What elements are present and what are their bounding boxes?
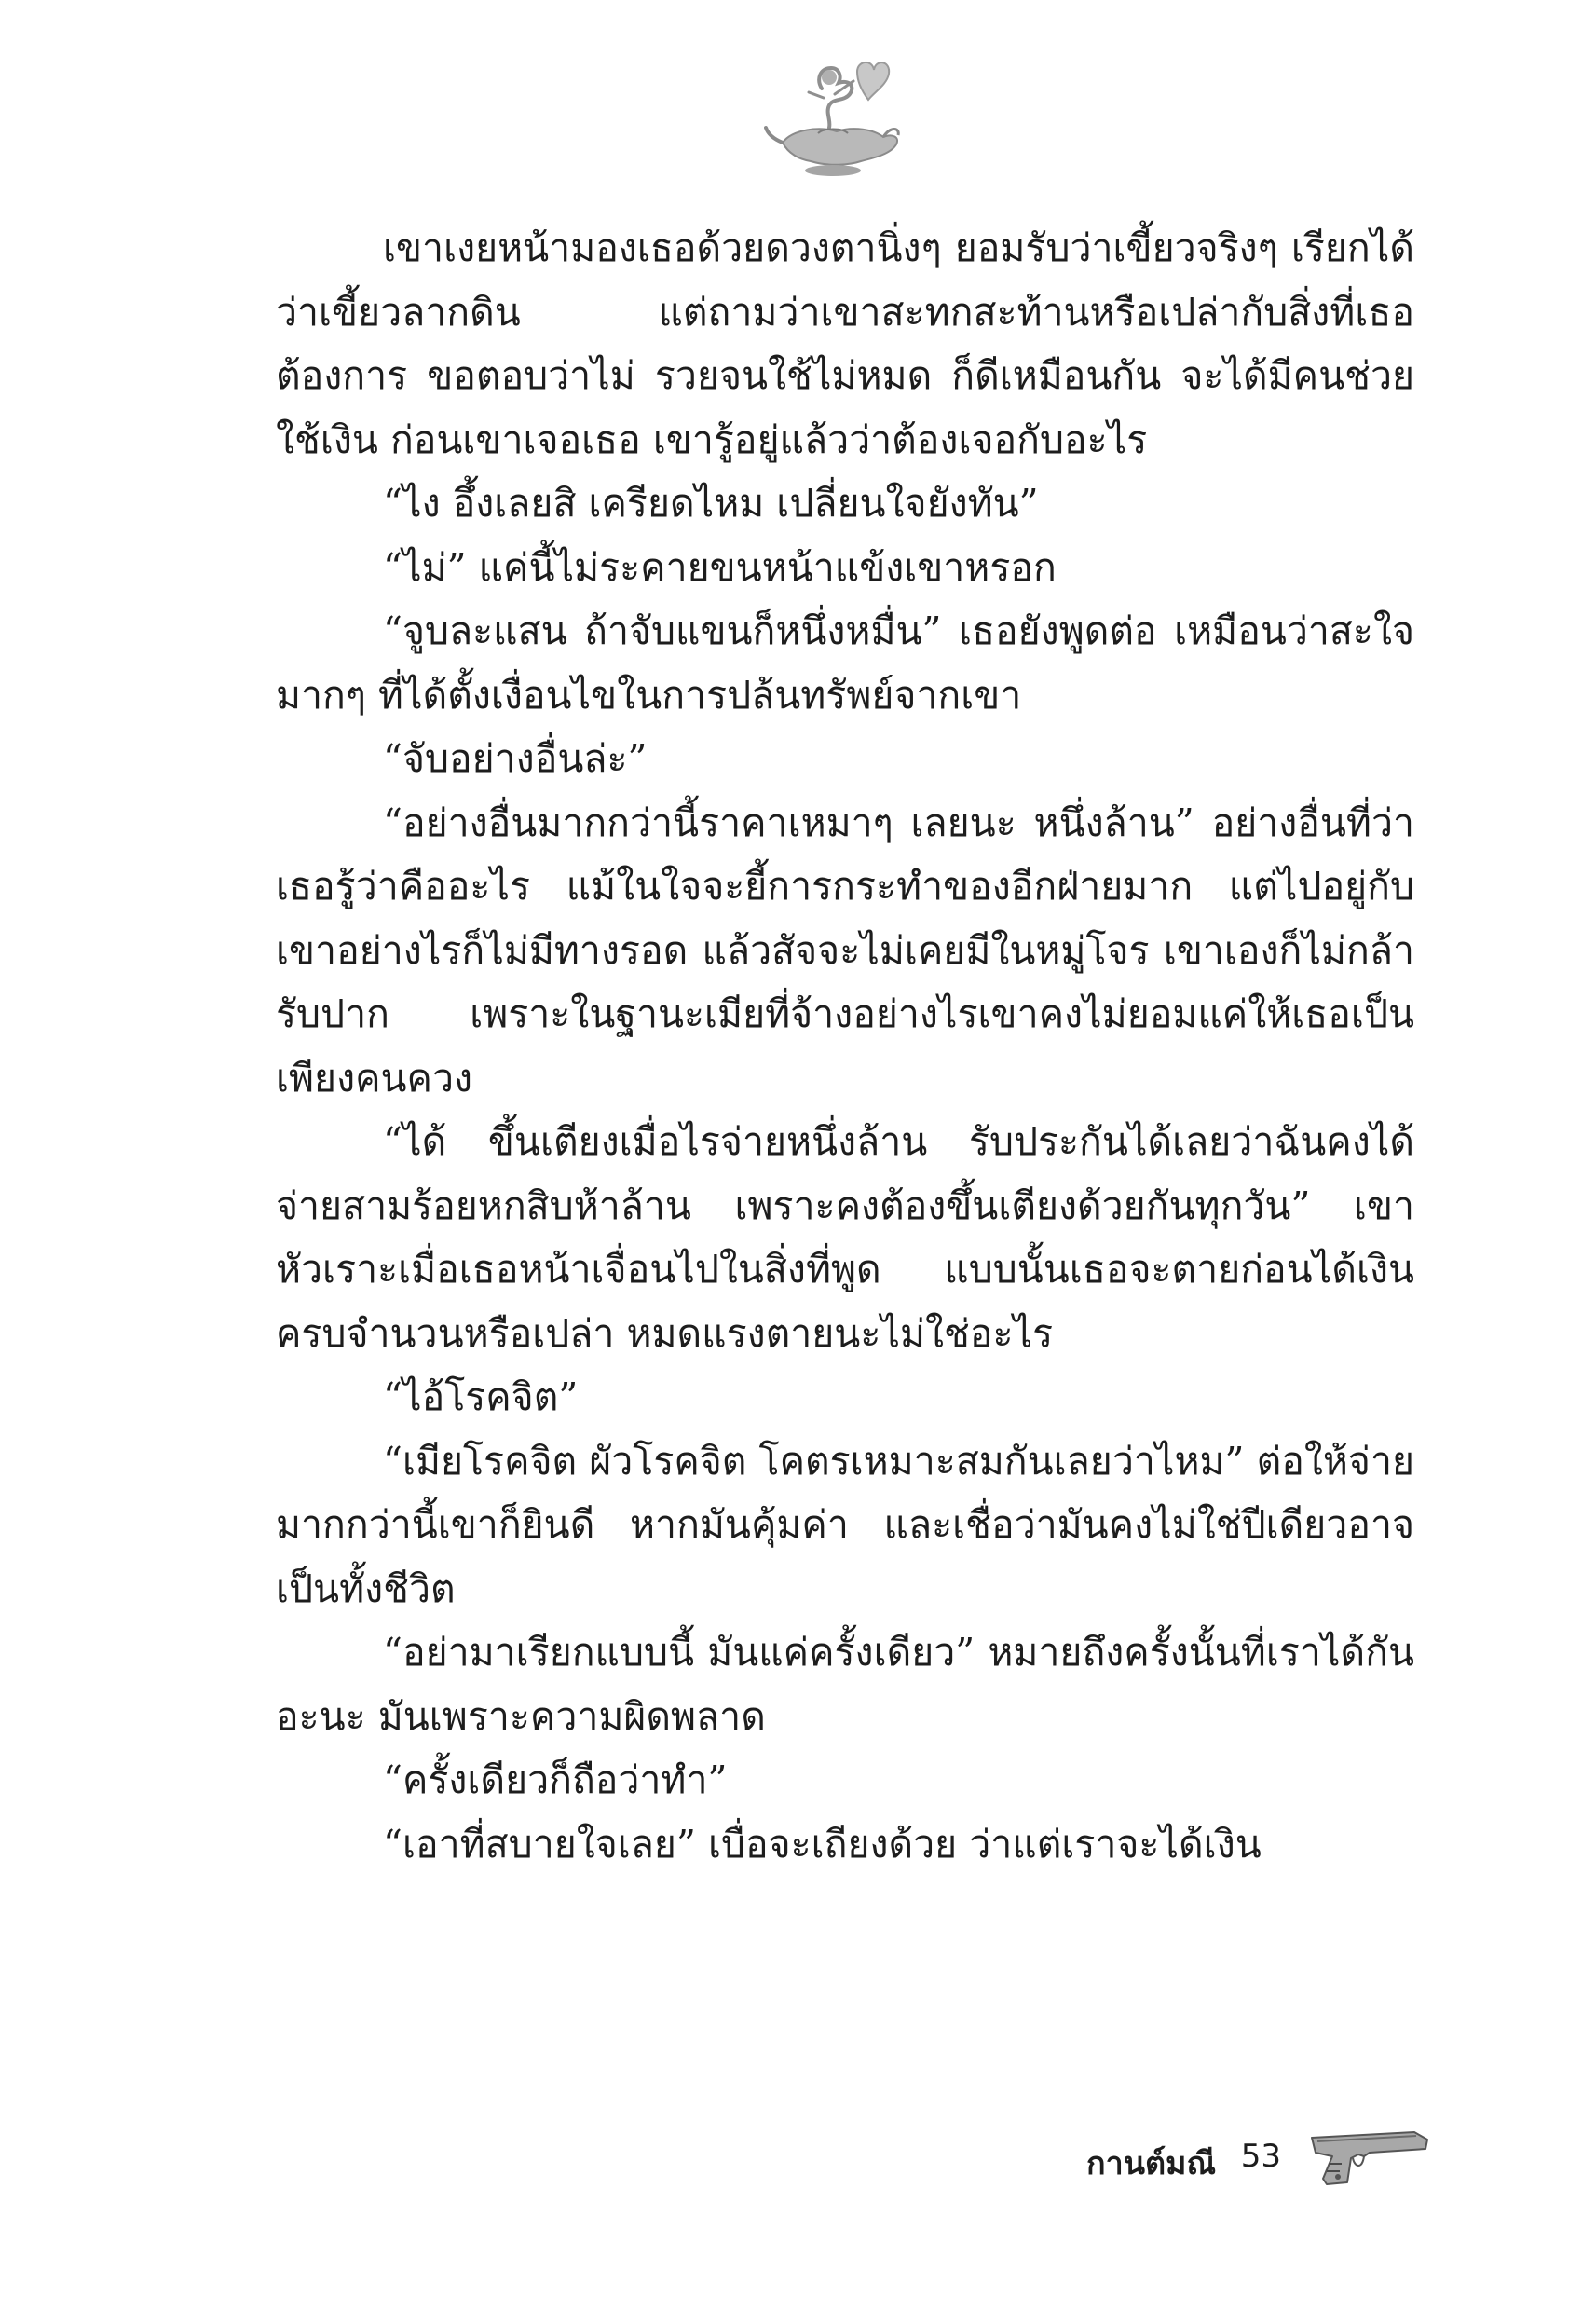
paragraph: “ได้ ขึ้นเตียงเมื่อไรจ่ายหนึ่งล้าน รับประกันได้เลยว่าฉันคงได้จ่ายสามร้อยหกสิบห้าล้าน เพราะคงต้องขึ้นเตียงด้วยกันทุกวัน” เขาหัวเราะเมื่อเธอหน้าเจื่อนไปในสิ่งที่พูด แบบนั้นเธอจะตายก่อนได้เงินครบจำนวนหรือเปล่า หมดแรงตายนะไม่ใช่อะไร	[276, 1119, 1414, 1356]
paragraph: “จูบละแสน ถ้าจับแขนก็หนึ่งหมื่น” เธอยังพูดต่อ เหมือนว่าสะใจมากๆ ที่ได้ตั้งเงื่อนไขในการปล้นทรัพย์จากเขา	[276, 609, 1414, 718]
lamp-with-genie-icon	[764, 51, 904, 182]
page-footer	[1044, 2125, 1435, 2199]
paragraph: “เอาที่สบายใจเลย” เบื่อจะเถียงด้วย ว่าแต่เราจะได้เงิน	[383, 1821, 1262, 1867]
paragraph: “เมียโรคจิต ผัวโรคจิต โคตรเหมาะสมกันเลยว่าไหม” ต่อให้จ่ายมากกว่านี้เขาก็ยินดี หากมันคุ้มค่า และเชื่อว่ามันคงไม่ใช่ปีเดียวอาจเป็นทั้งชีวิต	[276, 1438, 1414, 1611]
paragraph: “ไม่” แค่นี้ไม่ระคายขนหน้าแข้งเขาหรอก	[383, 544, 1057, 590]
page-number: 53	[1240, 2138, 1281, 2175]
paragraph: “จับอย่างอื่นล่ะ”	[383, 736, 648, 781]
paragraph: “อย่างอื่นมากกว่านี้ราคาเหมาๆ เลยนะ หนึ่งล้าน” อย่างอื่นที่ว่าเธอรู้ว่าคืออะไร แม้ในใจจะยี้การกระทำของอีกฝ่ายมาก แต่ไปอยู่กับเขาอย่างไรก็ไม่มีทางรอด แล้วสัจจะไม่เคยมีในหมู่โจร เขาเองก็ไม่กล้ารับปาก เพราะในฐานะเมียที่จ้างอย่างไรเขาคงไม่ยอมแค่ให้เธอเป็นเพียงคนควง	[276, 800, 1414, 1101]
pistol-icon	[1304, 2125, 1435, 2190]
paragraph: เขาเงยหน้ามองเธอด้วยดวงตานิ่งๆ ยอมรับว่าเขี้ยวจริงๆ เรียกได้ว่าเขี้ยวลากดิน แต่ถามว่าเขาสะทกสะท้านหรือเปล่ากับสิ่งที่เธอต้องการ ขอตอบว่าไม่ รวยจนใช้ไม่หมด ก็ดีเหมือนกัน จะได้มีคนช่วยใช้เงิน ก่อนเขาเจอเธอ เขารู้อยู่แล้วว่าต้องเจอกับอะไร	[276, 226, 1414, 462]
paragraph: “ไอ้โรคจิต”	[383, 1374, 579, 1419]
body-text	[276, 216, 1414, 1876]
paragraph: “ไง อึ้งเลยสิ เครียดไหม เปลี่ยนใจยังทัน”	[383, 481, 1039, 526]
paragraph: “อย่ามาเรียกแบบนี้ มันแค่ครั้งเดียว” หมายถึงครั้งนั้นที่เราได้กันอะนะ มันเพราะความผิดพลาด	[276, 1630, 1414, 1739]
paragraph: “ครั้งเดียวก็ถือว่าทำ”	[383, 1757, 728, 1802]
book-title: กานต์มณี	[1086, 2145, 1216, 2182]
